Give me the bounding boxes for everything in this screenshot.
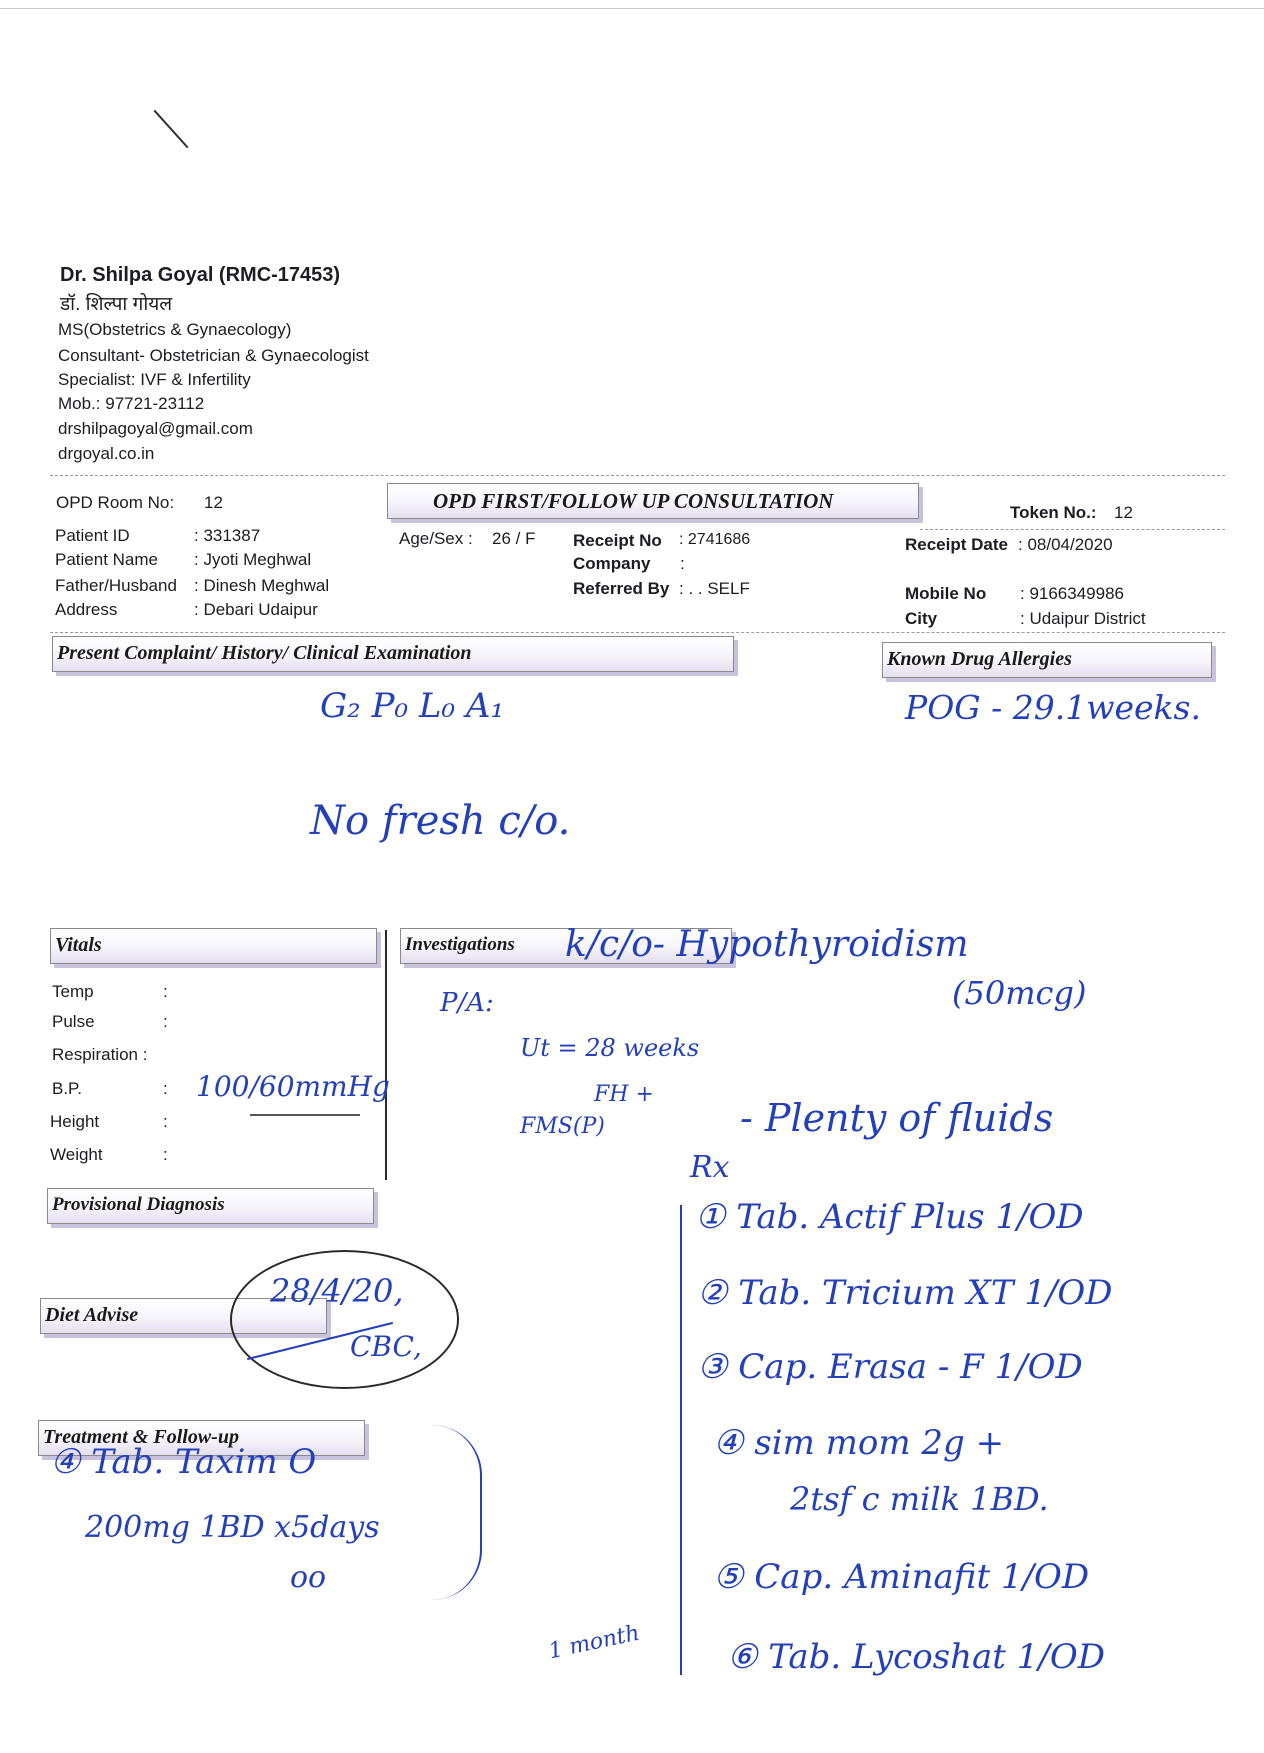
hw-rx-1: ① Tab. Actif Plus 1/OD [695, 1197, 1084, 1237]
consultation-title: OPD FIRST/FOLLOW UP CONSULTATION [433, 489, 834, 513]
divider-top [50, 475, 1225, 476]
hw-taxim-dose: 200mg 1BD x5days [85, 1510, 380, 1545]
treatment-section-title: Treatment & Follow-up [43, 1426, 239, 1448]
mobile-value: : 9166349986 [1020, 584, 1124, 603]
doctor-mobile: Mob.: 97721-23112 [58, 394, 205, 413]
token-value: 12 [1114, 503, 1133, 522]
father-label: Father/Husband [55, 576, 177, 595]
hw-rx-4b: 2tsf c milk 1BD. [790, 1480, 1049, 1518]
receipt-value: : 2741686 [679, 531, 751, 548]
complaint-section-title: Present Complaint/ History/ Clinical Examination [57, 642, 472, 664]
vital-height-colon: : [163, 1112, 168, 1131]
receipt-date-value: : 08/04/2020 [1018, 535, 1113, 554]
followup-circle [230, 1250, 459, 1389]
receipt-date-label: Receipt Date [905, 535, 1008, 554]
vital-pulse-colon: : [163, 1012, 168, 1031]
agesex-label: Age/Sex : [399, 529, 473, 548]
hw-bp-value: 100/60mmHg [196, 1070, 390, 1103]
allergies-section-title: Known Drug Allergies [887, 648, 1072, 670]
vital-weight-colon: : [163, 1145, 168, 1164]
bp-underline [250, 1114, 360, 1116]
doctor-email: drshilpagoyal@gmail.com [58, 419, 253, 438]
vital-bp-colon: : [163, 1079, 168, 1098]
hw-rx-2: ② Tab. Tricium XT 1/OD [697, 1273, 1113, 1313]
rx-margin-line [680, 1205, 682, 1675]
diet-section-title: Diet Advise [45, 1304, 139, 1326]
opd-room-value: 12 [204, 493, 223, 512]
address-label: Address [55, 600, 118, 619]
vitals-section-title: Vitals [55, 934, 102, 956]
receipt-label: Receipt No [573, 531, 662, 550]
hw-fms: FMS(P) [520, 1114, 605, 1139]
vital-respiration-label: Respiration : [52, 1045, 148, 1064]
doctor-designation: Consultant- Obstetrician & Gynaecologist [58, 346, 369, 365]
allergies-section-header [882, 642, 1212, 678]
hw-rx-5: ⑤ Cap. Aminafit 1/OD [713, 1557, 1090, 1597]
mobile-label: Mobile No [905, 584, 987, 603]
referred-value: : . . SELF [679, 579, 750, 598]
vital-bp-label: B.P. [52, 1079, 82, 1098]
scan-edge-line [0, 8, 1264, 9]
divider-header [920, 529, 1225, 530]
vital-temp-label: Temp [52, 982, 94, 1001]
vital-temp-colon: : [163, 982, 168, 1001]
city-value: : Udaipur District [1020, 609, 1146, 628]
complaint-section-header [52, 636, 734, 672]
hw-investigation-note: k/c/o- Hypothyroidism [565, 924, 969, 965]
doctor-name-hindi: डॉ. शिल्पा गोयल [60, 294, 173, 315]
referred-label: Referred By [573, 579, 670, 598]
hw-oo: oo [290, 1560, 327, 1595]
hw-one-month: 1 month [546, 1620, 642, 1665]
hw-cbc: CBC, [350, 1330, 422, 1363]
patient-name-value: : Jyoti Meghwal [194, 550, 312, 569]
token-label: Token No.: [1010, 503, 1097, 522]
doctor-qualification: MS(Obstetrics & Gynaecology) [58, 320, 292, 339]
hw-pog: POG - 29.1weeks. [905, 688, 1201, 727]
patient-name-label: Patient Name [55, 550, 158, 569]
doctor-website: drgoyal.co.in [58, 444, 155, 463]
city-label: City [905, 609, 938, 628]
hw-rx-4a: ④ sim mom 2g + [713, 1423, 1005, 1463]
hw-thyroid-dose: (50mcg) [952, 974, 1087, 1012]
vital-pulse-label: Pulse [52, 1012, 95, 1031]
address-value: : Debari Udaipur [194, 600, 318, 619]
father-value: : Dinesh Meghwal [194, 576, 330, 595]
hw-plenty-fluids: - Plenty of fluids [740, 1096, 1054, 1140]
divider-patient [50, 632, 1225, 633]
consultation-title-box [387, 483, 919, 519]
doctor-name: Dr. Shilpa Goyal (RMC-17453) [60, 264, 341, 286]
patient-id-value: : 331387 [194, 526, 261, 545]
hw-followup-date: 28/4/20, [270, 1272, 404, 1310]
investigations-section-title: Investigations [405, 934, 515, 955]
hw-obstetric-history: G₂ P₀ L₀ A₁ [320, 686, 505, 726]
hw-rx-3: ③ Cap. Erasa - F 1/OD [697, 1347, 1083, 1387]
patient-id-label: Patient ID [55, 526, 130, 545]
vital-weight-label: Weight [50, 1145, 103, 1164]
hw-uterus: Ut = 28 weeks [520, 1034, 700, 1062]
diagnosis-section-title: Provisional Diagnosis [52, 1194, 225, 1215]
scan-mark [154, 110, 189, 148]
opd-room-label: OPD Room No: [56, 493, 175, 512]
company-value: : [680, 554, 685, 573]
hw-pa: P/A: [440, 988, 494, 1018]
vitals-section-header [50, 928, 377, 964]
agesex-value: 26 / F [492, 529, 536, 548]
hw-fh: FH + [594, 1082, 654, 1107]
hw-no-fresh: No fresh c/o. [310, 798, 571, 844]
vitals-divider [385, 930, 387, 1180]
diagnosis-section-header [47, 1188, 374, 1224]
hw-rx-6: ⑥ Tab. Lycoshat 1/OD [727, 1637, 1105, 1677]
hw-rx: Rx [690, 1150, 730, 1185]
company-label: Company [573, 554, 651, 573]
hw-tab-taxim: ④ Tab. Taxim O [50, 1442, 317, 1482]
treatment-bracket [420, 1425, 482, 1600]
vital-height-label: Height [50, 1112, 100, 1131]
doctor-specialist: Specialist: IVF & Infertility [58, 370, 251, 389]
